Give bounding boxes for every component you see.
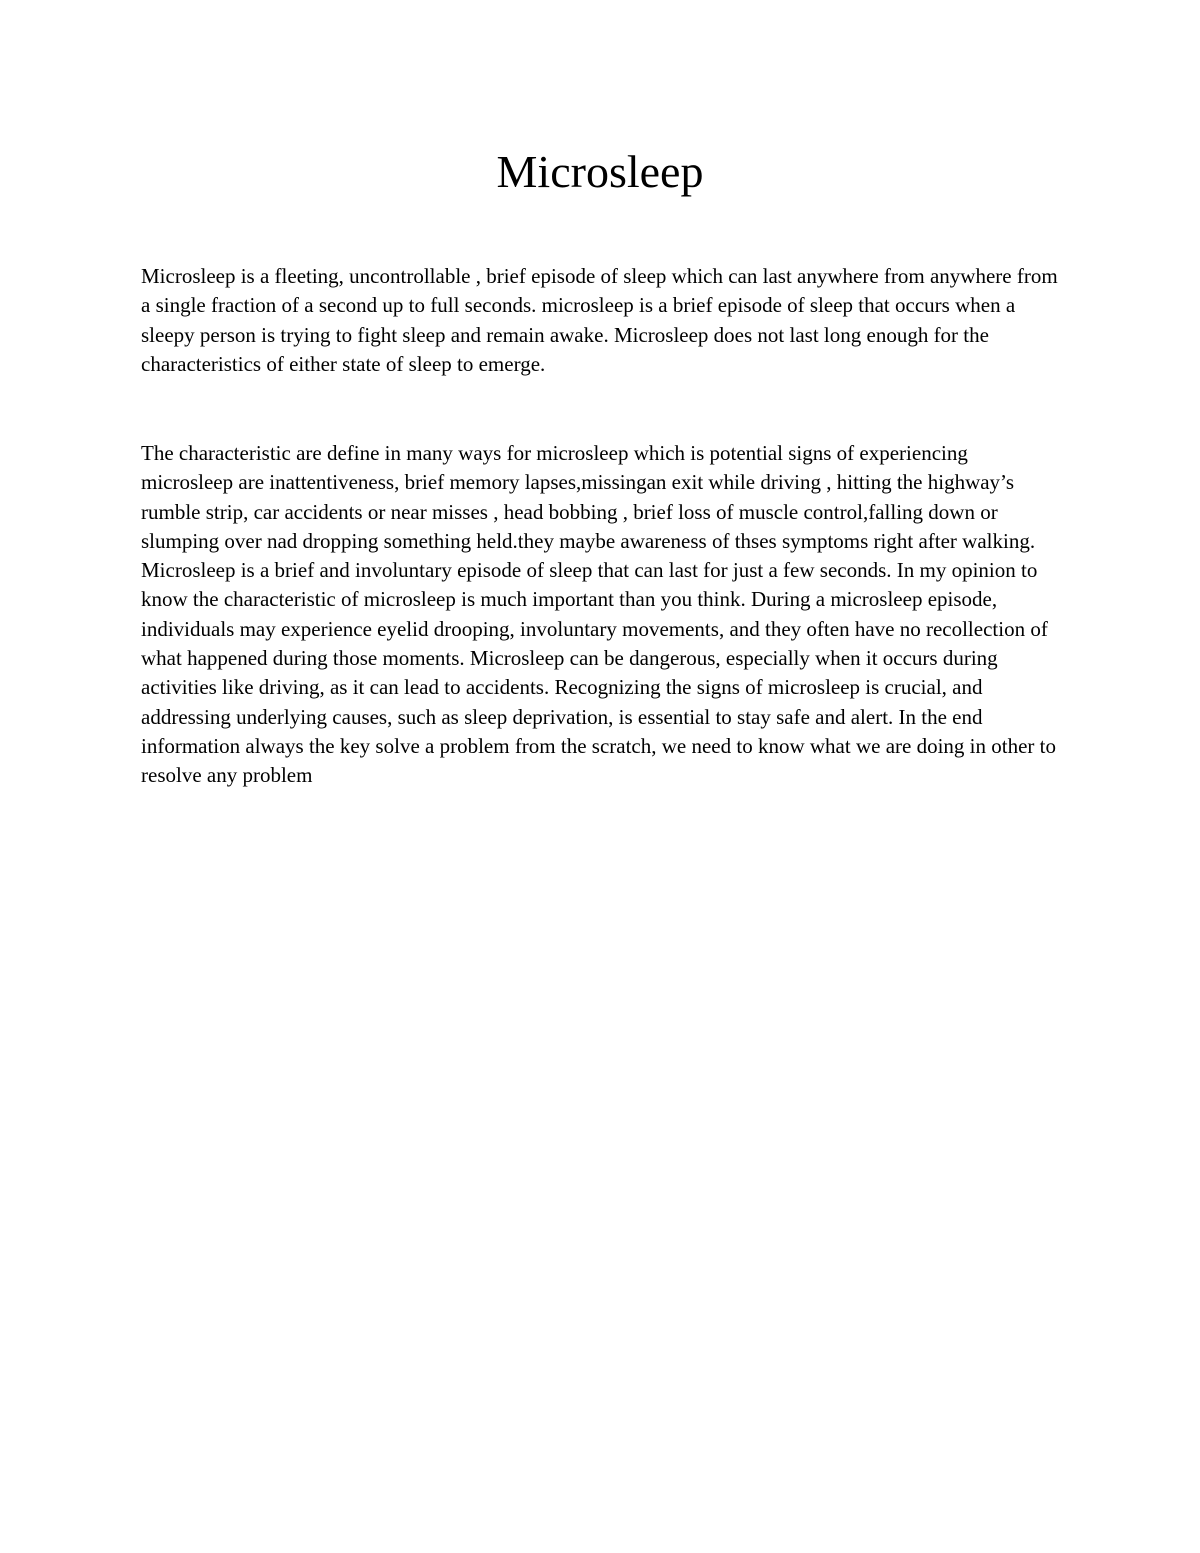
paragraph-characteristics: The characteristic are define in many ways for microsleep which is potential signs of experiencing microsleep are inattentiveness, brief memory lapses,missingan exit while driving , hitting the highway’s rumble strip, car accidents or near misses , head bobbing , brief loss of muscle control,falling down or slumping over nad dropping something held.they maybe awareness of thses symptoms right after walking. Microsleep is a brief and involuntary episode of sleep that can last for just a few seconds. In my opinion to know the characteristic of microsleep is much important than you think. During a microsleep episode, individuals may experience eyelid drooping, involuntary movements, and they often have no recollection of what happened during those moments. Microsleep can be dangerous, especially when it occurs during activities like driving, as it can lead to accidents. Recognizing the signs of microsleep is crucial, and addressing underlying causes, such as sleep deprivation, is essential to stay safe and alert. In the end information always the key solve a problem from the scratch, we need to know what we are doing in other to resolve any problem <box>141 441 1056 788</box>
paragraph-definition: Microsleep is a fleeting, uncontrollable , brief episode of sleep which can last anywhere from anywhere from a single fraction of a second up to full seconds. microsleep is a brief episode of sleep that occurs when a sleepy person is trying to fight sleep and remain awake. Microsleep does not last long enough for the characteristics of either state of sleep to emerge. <box>141 264 1058 376</box>
document-title: Microsleep <box>496 146 704 197</box>
